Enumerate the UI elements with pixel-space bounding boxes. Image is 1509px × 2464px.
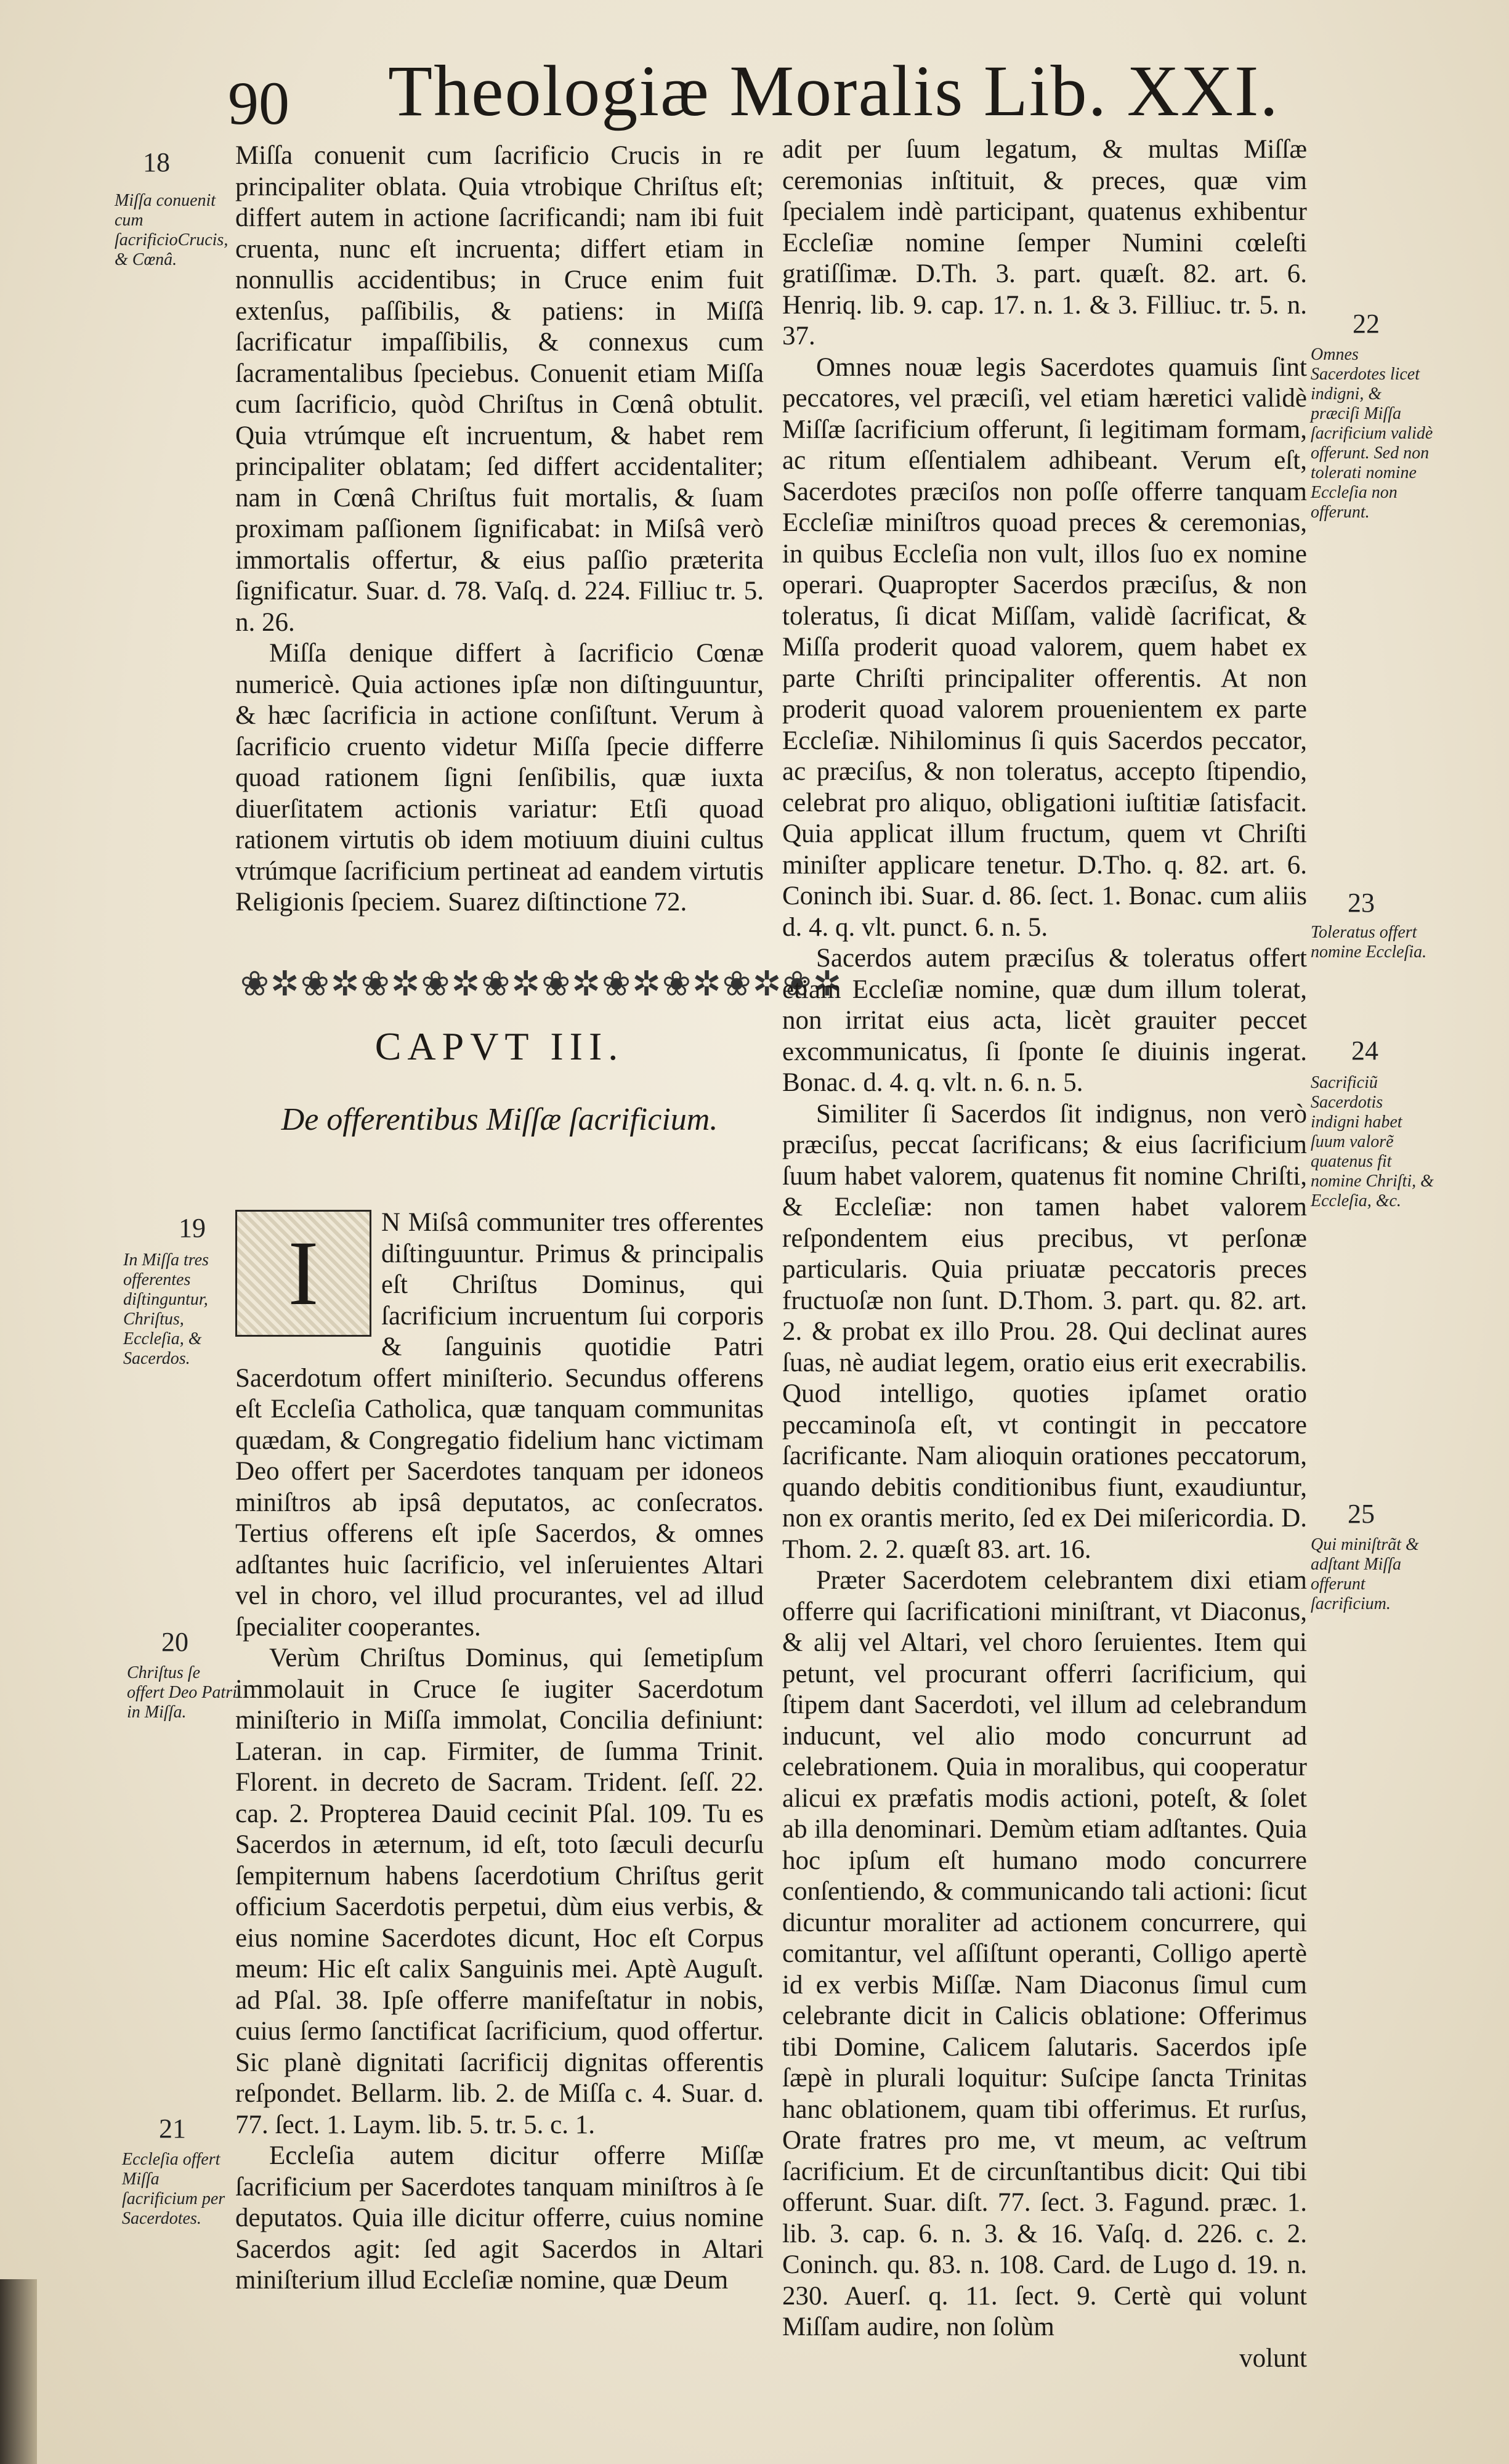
- margin-note-24: Sacrificiũ Sacerdotis indigni habet ſuum valorẽ quatenus fit nomine Chriſti, & Eccleſia, &c.: [1311, 1073, 1434, 1210]
- margin-note-22: Omnes Sacerdotes licet indigni, & præciſi Miſſa ſacrificium validè offerunt. Sed non tolerati nomine Eccleſia non offerunt.: [1311, 345, 1433, 522]
- right-column: [782, 134, 1307, 2374]
- margin-number-20: 20: [161, 1627, 188, 1657]
- binding-edge: [0, 2279, 37, 2464]
- margin-note-20: Chriſtus ſe offert Deo Patri in Miſſa.: [127, 1663, 237, 1722]
- decorated-initial: I: [235, 1210, 371, 1337]
- margin-number-22: 22: [1353, 309, 1380, 339]
- catchword: volunt: [1239, 2343, 1307, 2373]
- running-header: [228, 49, 1279, 142]
- paragraph-18a: Miſſa conuenit cum ſacrificio Crucis in re principaliter oblata. Quia vtrobique Chriſtus eſt; differt autem in actione ſacrificandi; nam ibi fuit cruenta, nunc eſt incruenta; differt etiam in nonnullis accidentibus; in Cruce enim fuit extenſus, paſſibilis, & patiens: in Miſſâ ſacrificatur impaſſibilis, & connexus cum ſacramentalibus ſpeciebus. Conuenit etiam Miſſa cum ſacrificio, quòd Chriſtus in Cœnâ obtulit. Quia vtrúmque eſt incruentum, & habet rem principaliter oblatam; ſed differt accidentaliter; nam in Cœnâ Chriſtus fuit mortalis, & ſuam proximam paſſionem ſignificabat: in Miſsâ verò immortalis offertur, & eius paſſio præterita ſignificatur. Suar. d. 78. Vaſq. d. 224. Filliuc tr. 5. n. 26.: [235, 141, 764, 637]
- paragraph-20: Verùm Chriſtus Dominus, qui ſemetipſum immolauit in Cruce ſe iugiter Sacerdotum miniſterio in Miſſa immolat, Concilia definiunt: Lateran. in cap. Firmiter, de ſumma Trinit. Florent. in decreto de Sacram. Trident. ſeſſ. 22. cap. 2. Propterea Dauid cecinit Pſal. 109. Tu es Sacerdos in æternum, id eſt, toto ſæculi decurſu ſempiternum habens ſacerdotium Chriſtus gerit officium Sacerdotis perpetui, dùm eius verbis, & eius nomine Sacerdotes dicunt, Hoc eſt Corpus meum: Hic eſt calix Sanguinis mei. Aptè Auguſt. ad Pſal. 38. Ipſe offerre manifeſtatur in nobis, cuius ſermo ſanctificat ſacrificium, quod offertur. Sic planè dignitati ſacrificij dignitas offerentis reſpondet. Bellarm. lib. 2. de Miſſa c. 4. Suar. d. 77. ſect. 1. Laym. lib. 5. tr. 5. c. 1.: [235, 1643, 764, 2139]
- chapter-subtitle: De offerentibus Miſſæ ſacrificium.: [281, 1102, 718, 1137]
- chapter-heading: CAPVT III.: [374, 1024, 625, 1068]
- margin-number-25: 25: [1348, 1499, 1375, 1529]
- ornamental-divider: ❀✲❀✲❀✲❀✲❀✲❀✲❀✲❀✲❀✲❀✲: [240, 964, 843, 1004]
- margin-number-24: 24: [1351, 1035, 1378, 1066]
- margin-note-23: Toleratus offert nomine Eccleſia.: [1311, 923, 1427, 962]
- margin-note-18: Miſſa conuenit cum ſacrificioCrucis, & Cœnâ.: [115, 191, 229, 269]
- left-column-top: [235, 140, 764, 918]
- page-number: 90: [228, 69, 289, 137]
- margin-number-19: 19: [179, 1213, 206, 1243]
- margin-number-21: 21: [159, 2113, 186, 2144]
- margin-number-23: 23: [1348, 888, 1375, 918]
- paragraph-23: Sacerdos autem præciſus & toleratus offert etiam Eccleſiæ nomine, quæ dum illum tolerat, non irritat eius acta, licèt grauiter peccet excommunicatus, ſi ſponte ſe diuinis ingerat. Bonac. d. 4. q. vlt. n. 6. n. 5.: [782, 944, 1307, 1097]
- paragraph-24: Similiter ſi Sacerdos ſit indignus, non verò præciſus, peccat ſacrificans; & eius ſacrificium ſuum habet valorem, quatenus fit nomine Chriſti, & Eccleſiæ: non tamen habet valorem reſpondentem eius precibus, vt perſonæ particularis. Quia priuatæ peccatoris preces fructuoſæ non ſunt. D.Thom. 3. part. qu. 82. art. 2. & probat ex illo Prou. 28. Qui declinat aures ſuas, nè audiat legem, oratio eius erit execrabilis. Quod intelligo, quoties ipſamet oratio peccaminoſa eſt, vt contingit in peccatore ſacrificante. Nam alioquin orationes peccatorum, quando debitis conditionibus fiunt, exaudiuntur, non ex orantis merito, ſed ex Dei miſericordia. D. Thom. 2. 2. quæſt 83. art. 16.: [782, 1099, 1307, 1564]
- margin-note-25: Qui miniſtrãt & adſtant Miſſa offerunt ſacrificium.: [1311, 1535, 1419, 1613]
- running-title: Theologiæ Moralis Lib. XXI.: [388, 51, 1279, 131]
- left-column-bottom: [235, 1207, 764, 2296]
- paragraph-continued: adit per ſuum legatum, & multas Miſſæ ceremonias inſtituit, & preces, quæ vim ſpecialem indè participant, quatenus exhibentur Eccleſiæ nomine ſemper Numini cœleſti gratiſſimæ. D.Th. 3. part. quæſt. 82. art. 6. Henriq. lib. 9. cap. 17. n. 1. & 3. Filliuc. tr. 5. n. 37.: [782, 135, 1307, 351]
- margin-number-18: 18: [143, 147, 170, 177]
- paragraph-22: Omnes nouæ legis Sacerdotes quamuis ſint peccatores, vel præciſi, vel etiam hæretici validè Miſſæ ſacrificium offerunt, ſi legitimam formam, ac ritum eſſentialem adhibeant. Verum eſt, Sacerdotes præciſos non poſſe offerre tanquam Eccleſiæ miniſtros quoad preces & ceremonias, in quibus Eccleſia non vult, illos ſuo ex nomine operari. Quapropter Sacerdos præciſus, & non toleratus, ſi dicat Miſſam, validè ſacrificat, & Miſſa proderit quoad valorem, quem habet ex parte Chriſti principaliter offerentis. At non proderit quoad valorem prouenientem ex parte Eccleſiæ. Nihilominus ſi quis Sacerdos peccator, ac præciſus, & non toleratus, accepto ſtipendio, celebrat pro aliquo, obligationi iuſtitiæ ſatisfacit. Quia applicat illum fructum, quem vt Chriſti miniſter applicare tenetur. D.Tho. q. 82. art. 6. Coninch ibi. Suar. d. 86. ſect. 1. Bonac. cum aliis d. 4. q. vlt. punct. 6. n. 5.: [782, 352, 1307, 942]
- paragraph-21: Eccleſia autem dicitur offerre Miſſæ ſacrificium per Sacerdotes tanquam miniſtros à ſe deputatos. Quia ille dicitur offerre, cuius nomine Sacerdos agit: ſed agit Sacerdos in Altari miniſterium illud Eccleſiæ nomine, quæ Deum: [235, 2141, 764, 2295]
- paragraph-19: N Miſsâ communiter tres offerentes diſtinguuntur. Primus & principalis eſt Chriſtus Dominus, qui ſacrificium incruentum ſui corporis & ſanguinis quotidie Patri Sacerdotum offert miniſterio. Secundus offerens eſt Eccleſia Catholica, quæ tanquam communitas quædam, & Congregatio fidelium hanc victimam Deo offert per Sacerdotes tanquam per idoneos miniſtros ab ipsâ deputatos, ac conſecratos. Tertius offerens eſt ipſe Sacerdos, & omnes adſtantes huic ſacrificio, vel inſeruientes Altari vel in choro, vel illud procurantes, vel ad illud ſpecialiter cooperantes.: [235, 1208, 764, 1642]
- margin-note-19: In Miſſa tres offerentes diſtinguntur, Chriſtus, Eccleſia, & Sacerdos.: [123, 1250, 209, 1368]
- margin-note-21: Eccleſia offert Miſſa ſacrificium per Sacerdotes.: [122, 2150, 225, 2228]
- paragraph-25: Præter Sacerdotem celebrantem dixi etiam offerre qui ſacrificationi miniſtrant, vt Diaconus, & alij vel Altari, vel choro ſeruientes. Item qui petunt, vel procurant offerri ſacrificium, qui ſtipem dant Sacerdoti, vel illum ad celebrandum inducunt, vel alio modo concurrunt ad celebrationem. Quia in moralibus, qui cooperatur alicui ex præfatis modis actioni, poteſt, & ſolet ab illa denominari. Demùm etiam adſtantes. Quia hoc ipſum eſt humano modo concurrere conſentiendo, & communicando tali actioni: ſicut dicuntur moraliter ad actionem concurrere, qui comitantur, vel aſſiſtunt operanti, Colligo apertè id ex verbis Miſſæ. Nam Diaconus ſimul cum celebrante dicit in Calicis oblatione: Offerimus tibi Domine, Calicem ſalutaris. Sacerdos ipſe ſæpè in plurali loquitur: Suſcipe ſancta Trinitas hanc oblationem, quam tibi offerimus. Et rurſus, Orate fratres pro me, vt meum, ac veſtrum ſacrificium. Et de circunſtantibus dicit: Qui tibi offerunt. Suar. diſt. 77. ſect. 3. Fagund. præc. 1. lib. 3. cap. 6. n. 3. & 16. Vaſq. d. 226. c. 2. Coninch. qu. 83. n. 108. Card. de Lugo d. 19. n. 230. Auerſ. q. 11. ſect. 9. Certè qui volunt Miſſam audire, non ſolùm: [782, 1566, 1307, 2341]
- paragraph-18b: Miſſa denique differt à ſacrificio Cœnæ numericè. Quia actiones ipſæ non diſtinguuntur, & hæc ſacrificia in actione conſiſtunt. Verum à ſacrificio cruento videtur Miſſa ſpecie differre quoad rationem ſigni ſenſibilis, quæ iuxta diuerſitatem actionis variatur: Etſi quoad rationem virtutis ob idem motiuum diuini cultus vtrúmque ſacrificium pertineat ad eandem virtutis Religionis ſpeciem. Suarez diſtinctione 72.: [235, 639, 764, 917]
